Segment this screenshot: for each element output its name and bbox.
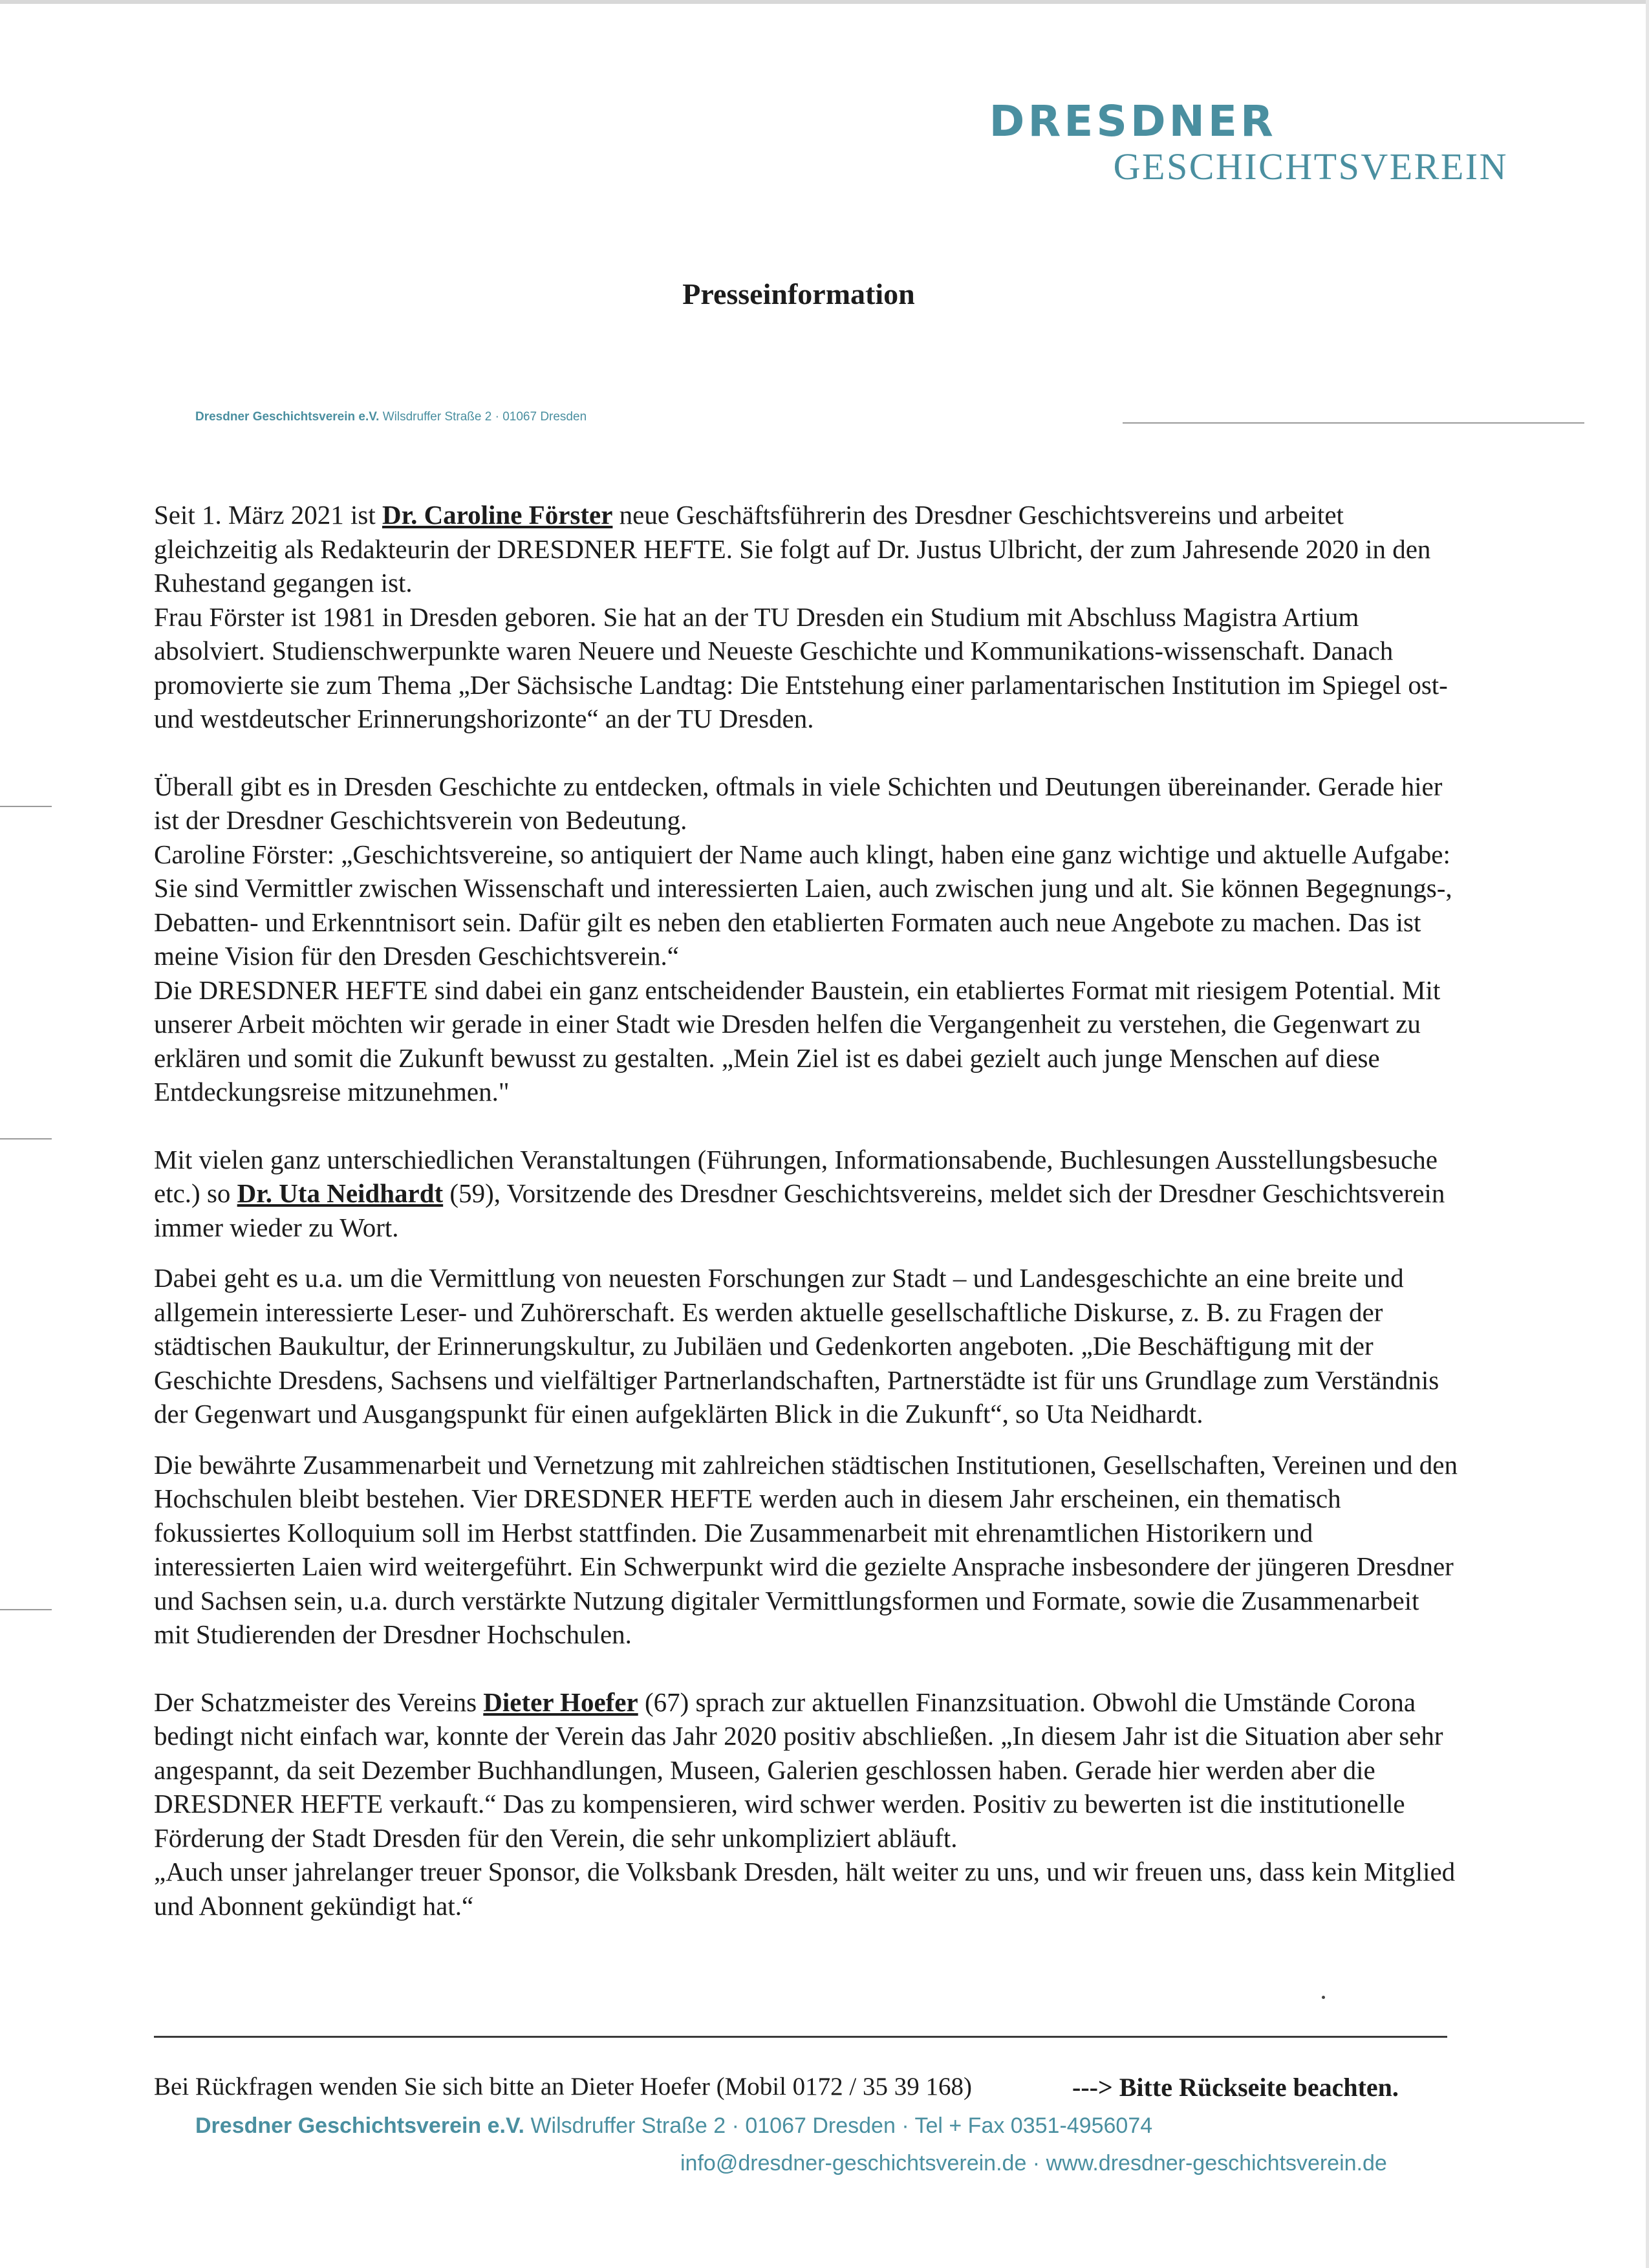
fold-mark	[0, 1609, 52, 1610]
logo-line-2: GESCHICHTSVEREIN	[1113, 146, 1508, 188]
paragraph: Überall gibt es in Dresden Geschichte zu entdecken, oftmals in viele Schichten und Deutungen übereinander. Gerade hier ist der Dresdner Geschichtsverein von Bedeutung.	[154, 771, 1443, 835]
paragraph	[154, 498, 1460, 600]
paragraph: Frau Förster ist 1981 in Dresden geboren. Sie hat an der TU Dresden ein Studium mit Abschluss Magistra Artium absolviert. Studienschwerpunkte waren Neuere und Neueste Geschichte und Kommunikations-wissenschaft. Danach promovierte sie zum Thema „Der Sächsische Landtag: Die Entstehung einer parlamentarischen Institution im Spiegel ost- und westdeutscher Erinnerungshorizonte“ an der TU Dresden.	[154, 601, 1448, 733]
contact-info: Bei Rückfragen wenden Sie sich bitte an Dieter Hoefer (Mobil 0172 / 35 39 168)	[154, 2073, 973, 2101]
fold-mark	[0, 1138, 52, 1139]
association-logo	[988, 96, 1508, 186]
paragraph: „Auch unser jahrelanger treuer Sponsor, die Volksbank Dresden, hält weiter zu uns, und wir freuen uns, dass kein Mitglied und Abonnent gekündigt hat.“	[154, 1857, 1456, 1921]
text-run: Der Schatzmeister des Vereins	[154, 1687, 484, 1717]
press-release-body	[154, 498, 1460, 1923]
paragraph: Caroline Förster: „Geschichtsvereine, so antiquiert der Name auch klingt, haben eine ganz wichtige und aktuelle Aufgabe: Sie sind Vermittler zwischen Wissenschaft und interessierten Laien, auch zwischen jung und alt. Sie können Begegnungs-, Debatten- und Erkenntnisort sein. Dafür gilt es neben den etablierten Formaten auch neue Angebote zu machen. Das ist meine Vision für den Dresden Geschichtsverein.“	[154, 839, 1452, 971]
paragraph: Die DRESDNER HEFTE sind dabei ein ganz entscheidender Baustein, ein etabliertes Format mit riesigem Potential. Mit unserer Arbeit möchten wir gerade in einer Stadt wie Dresden helfen die Vergangenheit zu verstehen, die Gegenwart zu erklären und somit die Zukunft bewusst zu gestalten. „Mein Ziel ist es dabei gezielt auch junge Menschen auf diese Entdeckungsreise mitzunehmen."	[154, 975, 1441, 1107]
text-run: neue Geschäftsführerin des Dresdner Geschichtsvereins und arbeitet gleichzeitig als Redakteurin der DRESDNER HEFTE. Sie folgt auf Dr. Justus Ulbricht, der zum Jahresende 2020 in den Ruhestand gegangen ist.	[154, 500, 1431, 598]
divider	[154, 2036, 1447, 2038]
document-title: Presseinformation	[682, 277, 915, 310]
text-run: Mit vielen ganz unterschiedlichen Veranstaltungen (Führungen, Informationsabende, Buchlesungen Ausstellungsbesuche etc.) so	[154, 1144, 1438, 1208]
person-name: Dieter Hoefer	[483, 1687, 638, 1717]
footer-address-line	[195, 2113, 1152, 2139]
paragraph: Dabei geht es u.a. um die Vermittlung von neuesten Forschungen zur Stadt – und Landesgeschichte an eine breite und allgemein interessierte Leser- und Zuhörerschaft. Es werden aktuelle gesellschaftliche Diskurse, z. B. zu Fragen der städtischen Baukultur, der Erinnerungskultur, zu Jubiläen und Gedenkorten angeboten. „Die Beschäftigung mit der Geschichte Dresdens, Sachsens und vielfältiger Partnerlandschaften, Partnerstädte ist für uns Grundlage zum Verständnis der Gegenwart und Ausgangspunkt für einen aufgeklärten Blick in die Zukunft“, so Uta Neidhardt.	[154, 1263, 1439, 1429]
sender-org: Dresdner Geschichtsverein e.V.	[195, 410, 380, 424]
person-name: Dr. Caroline Förster	[382, 500, 613, 530]
paragraph	[154, 1143, 1460, 1245]
sender-line	[195, 410, 587, 424]
scan-speck	[1322, 1996, 1325, 1999]
scan-edge	[0, 0, 1649, 4]
divider	[1123, 422, 1584, 424]
paragraph: Die bewährte Zusammenarbeit und Vernetzung mit zahlreichen städtischen Institutionen, Gesellschaften, Vereinen und den Hochschulen bleibt bestehen. Vier DRESDNER HEFTE werden auch in diesem Jahr erscheinen, ein thematisch fokussiertes Kolloquium soll im Herbst stattfinden. Die Zusammenarbeit mit ehrenamtlichen Historikern und interessierten Laien wird weitergeführt. Ein Schwerpunkt wird die gezielte Ansprache insbesondere der jüngeren Dresdner und Sachsen sein, u.a. durch verstärkte Nutzung digitaler Vermittlungsformen und Formate, sowie die Zusammenarbeit mit Studierenden der Dresdner Hochschulen.	[154, 1449, 1458, 1649]
footer-org: Dresdner Geschichtsverein e.V.	[195, 2113, 525, 2138]
footer-web-line: info@dresdner-geschichtsverein.de · www.dresdner-geschichtsverein.de	[680, 2151, 1387, 2176]
backside-note: ---> Bitte Rückseite beachten.	[1072, 2073, 1399, 2102]
logo-line-1: DRESDNER	[989, 96, 1277, 146]
person-name: Dr. Uta Neidhardt	[237, 1178, 444, 1208]
scan-edge	[1646, 0, 1649, 2268]
footer-address: Wilsdruffer Straße 2 · 01067 Dresden · Tel + Fax 0351-4956074	[530, 2113, 1153, 2138]
fold-mark	[0, 806, 52, 807]
text-run: (67) sprach zur aktuellen Finanzsituation. Obwohl die Umstände Corona bedingt nicht einfach war, konnte der Verein das Jahr 2020 positiv abschließen. „In diesem Jahr ist die Situation aber sehr angespannt, da seit Dezember Buchhandlungen, Museen, Galerien geschlossen haben. Gerade hier werden aber die DRESDNER HEFTE verkauft.“ Das zu kompensieren, wird schwer werden. Positiv zu bewerten ist die institutionelle Förderung der Stadt Dresden für den Verein, die sehr unkompliziert abläuft.	[154, 1687, 1443, 1853]
text-run: (59), Vorsitzende des Dresdner Geschichtsvereins, meldet sich der Dresdner Geschichtsverein immer wieder zu Wort.	[154, 1178, 1445, 1242]
paragraph	[154, 1685, 1460, 1855]
text-run: Seit 1. März 2021 ist	[154, 500, 383, 530]
sender-address: Wilsdruffer Straße 2 · 01067 Dresden	[382, 410, 587, 424]
